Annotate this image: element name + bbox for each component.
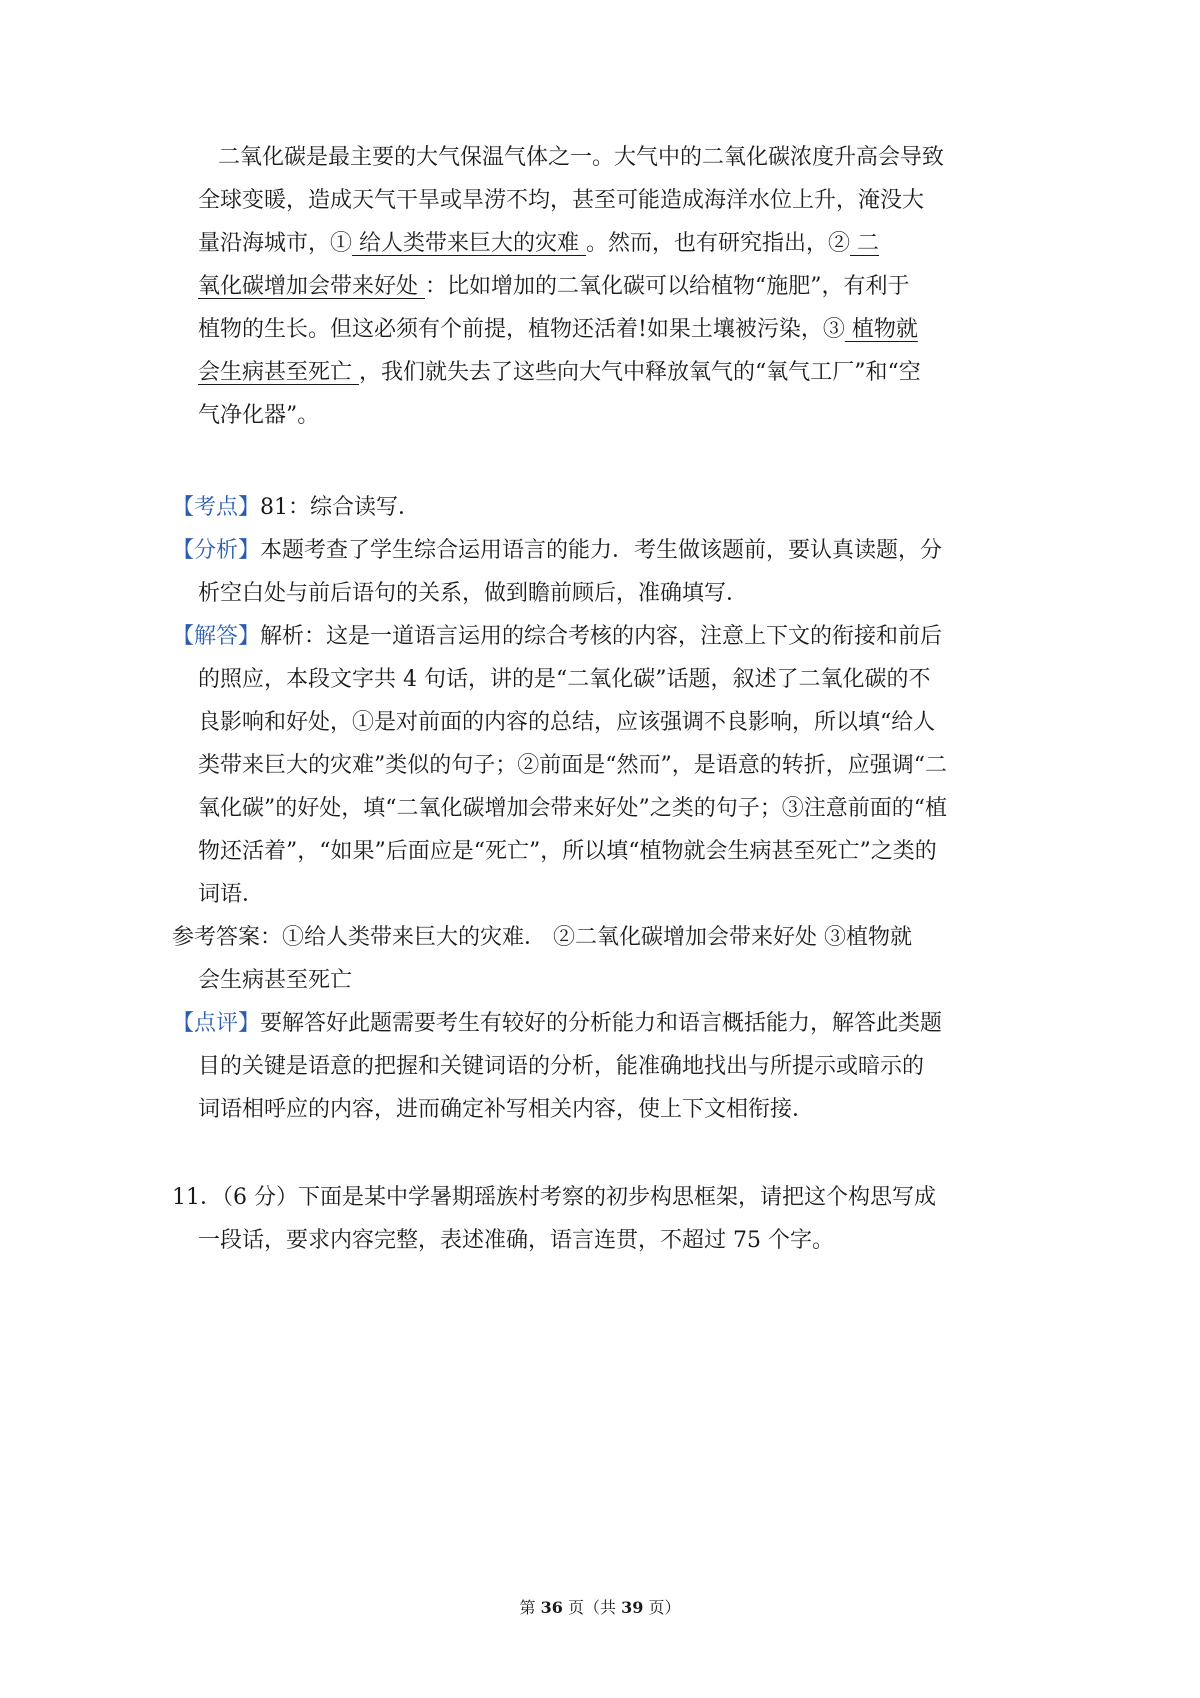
blank-2-answer-start: 二	[850, 231, 880, 256]
kaodian-tag: 【考点】	[172, 495, 261, 520]
answer-line-1: 参考答案：①给人类带来巨大的灾难． ②二氧化碳增加会带来好处 ③植物就	[172, 925, 912, 950]
passage-line-3: 量沿海城市，① 给人类带来巨大的灾难 。然而，也有研究指出，② 二	[198, 231, 880, 256]
fenxi-tag: 【分析】	[172, 538, 261, 563]
dianping-line-2: 目的关键是语意的把握和关键词语的分析，能准确地找出与所提示或暗示的	[198, 1054, 925, 1079]
jieda-line-5: 氧化碳”的好处，填“二氧化碳增加会带来好处”之类的句子；③注意前面的“植	[198, 796, 947, 821]
blank-3-answer-start: 植物就	[844, 317, 918, 342]
jieda-tag: 【解答】	[172, 624, 261, 649]
jieda-line-6: 物还活着”，“如果”后面应是“死亡”，所以填“植物就会生病甚至死亡”之类的	[198, 839, 937, 864]
blank-3-answer-end: 会生病甚至死亡	[198, 360, 359, 385]
current-page-number: 36	[540, 1598, 563, 1617]
page-footer: 第 36 页（共 39 页）	[519, 1598, 681, 1617]
dianping-tag: 【点评】	[172, 1011, 261, 1036]
passage-line-2: 全球变暖，造成天气干旱或旱涝不均，甚至可能造成海洋水位上升，淹没大	[198, 188, 925, 213]
dianping-line-3: 词语相呼应的内容，进而确定补写相关内容，使上下文相衔接．	[198, 1097, 815, 1122]
passage-line-7: 气净化器”。	[198, 403, 320, 428]
fenxi-line-2: 析空白处与前后语句的关系，做到瞻前顾后，准确填写．	[198, 581, 749, 606]
blank-1-answer: 给人类带来巨大的灾难	[352, 231, 587, 256]
jieda-line-4: 类带来巨大的灾难”类似的句子；②前面是“然而”，是语意的转折，应强调“二	[198, 753, 947, 778]
total-page-number: 39	[621, 1598, 644, 1617]
passage-line-4: 氧化碳增加会带来好处 ：比如增加的二氧化碳可以给植物“施肥”，有利于	[198, 274, 910, 299]
jieda-line-7: 词语．	[198, 882, 265, 907]
passage-line-1: 二氧化碳是最主要的大气保温气体之一。大气中的二氧化碳浓度升高会导致	[218, 145, 945, 170]
kaodian-line: 【考点】81：综合读写．	[172, 495, 421, 520]
answer-line-2: 会生病甚至死亡	[198, 968, 353, 993]
dianping-line-1: 【点评】要解答好此题需要考生有较好的分析能力和语言概括能力，解答此类题	[172, 1011, 943, 1036]
passage-line-6: 会生病甚至死亡 ，我们就失去了这些向大气中释放氧气的“氧气工厂”和“空	[198, 360, 921, 385]
passage-line-5: 植物的生长。但这必须有个前提，植物还活着!如果土壤被污染，③ 植物就	[198, 317, 918, 342]
question-11-line-1: 11．（6 分）下面是某中学暑期瑶族村考察的初步构思框架，请把这个构思写成	[172, 1185, 936, 1210]
jieda-line-3: 良影响和好处，①是对前面的内容的总结，应该强调不良影响，所以填“给人	[198, 710, 936, 735]
question-11-line-2: 一段话，要求内容完整，表述准确，语言连贯，不超过 75 个字。	[198, 1228, 834, 1253]
jieda-line-1: 【解答】解析：这是一道语言运用的综合考核的内容，注意上下文的衔接和前后	[172, 624, 943, 649]
jieda-line-2: 的照应，本段文字共 4 句话，讲的是“二氧化碳”话题，叙述了二氧化碳的不	[198, 667, 931, 692]
blank-2-answer-end: 氧化碳增加会带来好处	[198, 274, 425, 299]
fenxi-line-1: 【分析】本题考查了学生综合运用语言的能力．考生做该题前，要认真读题，分	[172, 538, 943, 563]
